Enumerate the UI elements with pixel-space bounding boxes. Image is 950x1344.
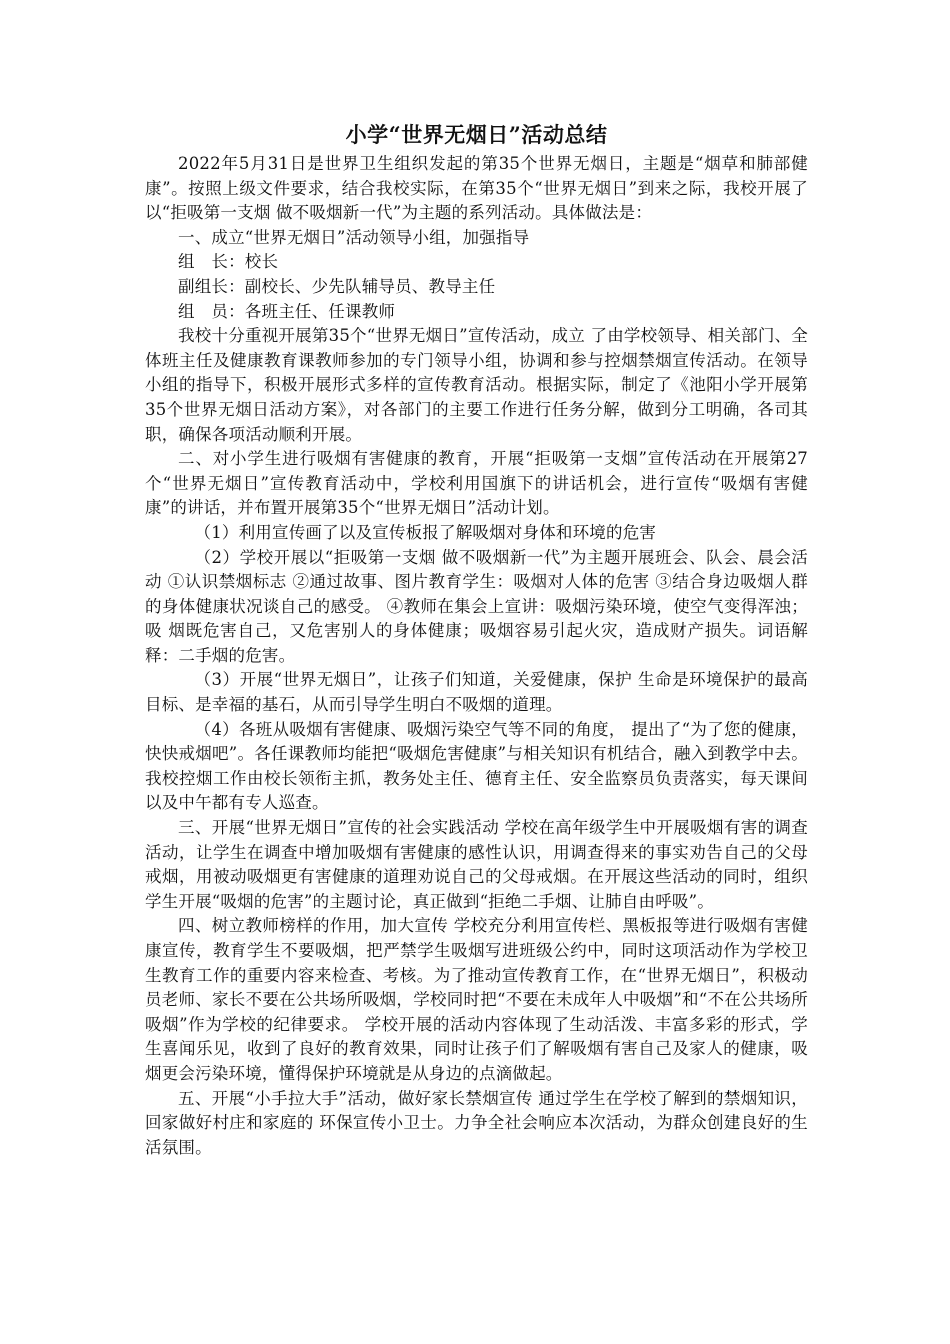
group-leader-line: 组 长：校长 xyxy=(178,252,279,272)
list-item-2: （2）学校开展以“拒吸第一支烟 做不吸烟新一代”为主题开展班会、队会、晨会活动 ①认识禁烟标志 ②通过故事、图片教育学生：吸烟对人体的危害 ③结合身边吸烟人群的身体健康状况谈自己的感受。 ④教师在集会上宣讲：吸烟污染环境，使空气变得浑浊；吸 烟既危害自己，又危害别人的身体健康；吸烟容易引起火灾，造成财产损失。词语解释：二手烟的危害。 xyxy=(145,547,808,665)
list-item-1: （1）利用宣传画了以及宣传板报了解吸烟对身体和环境的危害 xyxy=(194,522,657,542)
section-4: 四、树立教师榜样的作用，加大宣传 学校充分利用宣传栏、黑板报等进行吸烟有害健康宣传，教育学生不要吸烟，把严禁学生吸烟写进班级公约中，同时这项活动作为学校卫生教育工作的重要内容来检查、考核。为了推动宣传教育工作，在“世界无烟日”，积极动员老师、家长不要在公共场所吸烟，学校同时把“不要在未成年人中吸烟”和“不在公共场所吸烟”作为学校的纪律要求。 学校开展的活动内容体现了生动活泼、丰富多彩的形式，学 生喜闻乐见，收到了良好的教育效果，同时让孩子们了解吸烟有害自己及家人的健康，吸烟更会污染环境，懂得保护环境就是从身边的点滴做起。 xyxy=(145,916,808,1083)
section-3: 三、开展“世界无烟日”宣传的社会实践活动 学校在高年级学生中开展吸烟有害的调查活动，让学生在调查中增加吸烟有害健康的感性认识，用调查得来的事实劝告自己的父母戒烟，用被动吸烟更有害健康的道理劝说自己的父母戒烟。在开展这些活动的同时，组织学生开展“吸烟的危害”的主题讨论，真正做到“拒绝二手烟、让肺自由呼吸”。 xyxy=(145,818,808,911)
section-5: 五、开展“小手拉大手”活动，做好家长禁烟宣传 通过学生在学校了解到的禁烟知识，回家做好村庄和家庭的 环保宣传小卫士。力争全社会响应本次活动，为群众创建良好的生活氛围。 xyxy=(145,1088,808,1157)
list-item-4: （4）各班从吸烟有害健康、吸烟污染空气等不同的角度， 提出了“为了您的健康，快快戒烟吧”。各任课教师均能把“吸烟危害健康”与相关知识有机结合，融入到教学中去。我校控烟工作由校长领衔主抓，教务处主任、德育主任、安全监察员负责落实，每天课间以及中午都有专人巡查。 xyxy=(145,719,808,813)
list-item-3: （3）开展“世界无烟日”，让孩子们知道，关爱健康，保护 生命是环境保护的最高目标、是幸福的基石，从而引导学生明白不吸烟的道理。 xyxy=(145,670,808,715)
paragraph-leadership: 我校十分重视开展第35个“世界无烟日”宣传活动，成立 了由学校领导、相关部门、全体班主任及健康教育课教师参加的专门领导小组，协调和参与控烟禁烟宣传活动。在领导小组的指导下，积极开展形式多样的宣传教育活动。根据实际，制定了《池阳小学开展第35个世界无烟日活动方案》，对各部门的主要工作进行任务分解，做到分工明确，各司其职，确保各项活动顺利开展。 xyxy=(145,326,808,444)
section-heading-1: 一、成立“世界无烟日”活动领导小组，加强指导 xyxy=(178,227,530,247)
document-page xyxy=(145,120,808,1160)
paragraph-intro: 2022年5月31日是世界卫生组织发起的第35个世界无烟日，主题是“烟草和肺部健康”。按照上级文件要求，结合我校实际，在第35个“世界无烟日”到来之际，我校开展了以“拒吸第一支烟 做不吸烟新一代”为主题的系列活动。具体做法是： xyxy=(145,154,808,223)
document-title: 小学“世界无烟日”活动总结 xyxy=(345,122,608,147)
deputy-leader-line: 副组长：副校长、少先队辅导员、教导主任 xyxy=(178,276,496,296)
group-members-line: 组 员：各班主任、任课教师 xyxy=(178,301,396,321)
section-heading-2: 二、对小学生进行吸烟有害健康的教育，开展“拒吸第一支烟”宣传活动在开展第27个“世界无烟日”宣传教育活动中，学校利用国旗下的讲话机会，进行宣传“吸烟有害健康”的讲话，并布置开展第35个“世界无烟日”活动计划。 xyxy=(145,449,808,518)
